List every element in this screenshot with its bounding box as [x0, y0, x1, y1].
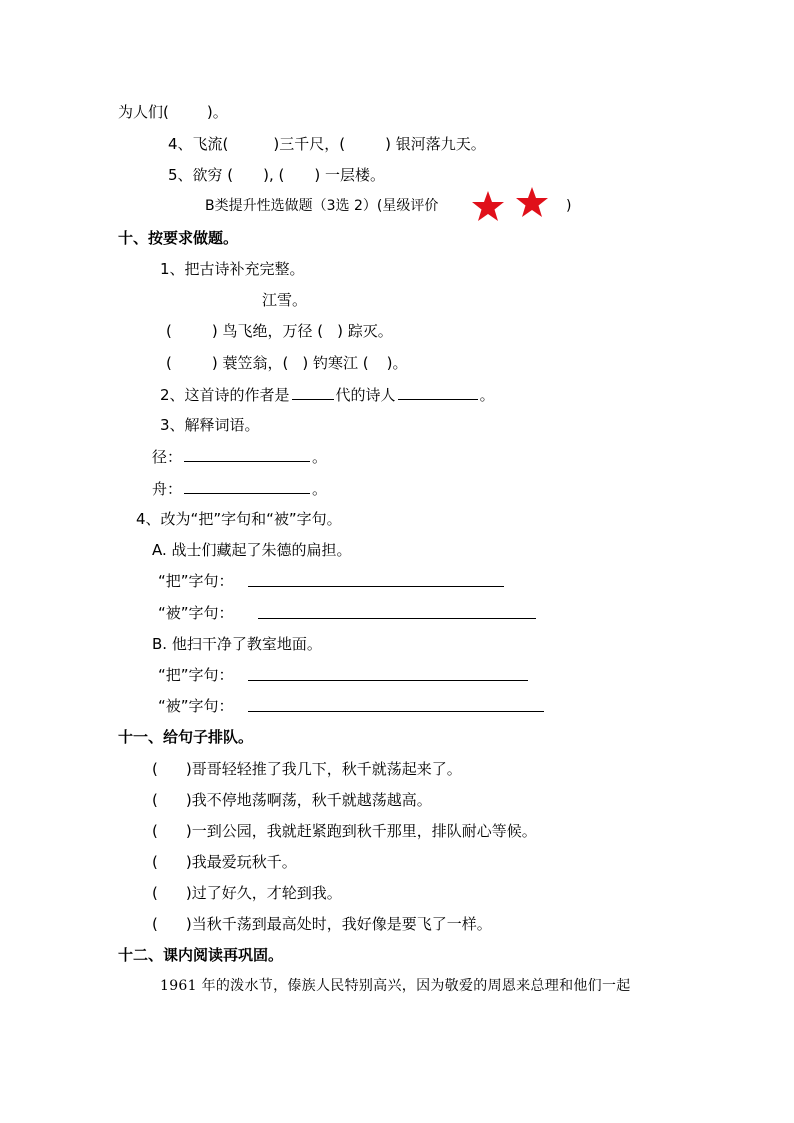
blank-jing[interactable] — [184, 446, 310, 462]
text: ( — [152, 884, 158, 902]
text: ) 鸟飞绝，万径 ( — [211, 322, 324, 340]
text: “被”字句： — [158, 604, 234, 622]
text: ) 踪灭。 — [337, 322, 393, 340]
text: ( — [152, 822, 158, 840]
b-section-title-end — [566, 196, 571, 216]
text: 十一、给句子排队。 — [118, 728, 254, 746]
word-jing — [152, 446, 327, 467]
star-icon-1 — [470, 190, 506, 222]
q4-instruction — [136, 509, 342, 529]
section-12-heading — [118, 945, 283, 965]
text: ) 钓寒江 ( — [302, 354, 369, 372]
sentence-a — [152, 540, 352, 560]
text: ( — [152, 915, 158, 933]
word-zhou — [152, 478, 327, 499]
poem-line-2 — [166, 353, 407, 373]
a-ba-label — [158, 571, 234, 591]
text: 十、按要求做题。 — [118, 229, 239, 247]
poem-title — [262, 290, 307, 310]
text: 江雪。 — [262, 291, 308, 309]
text: ( — [166, 322, 172, 340]
text: ) 蓑笠翁，( — [211, 354, 289, 372]
b-bei-label — [158, 696, 234, 716]
order-item — [152, 883, 342, 903]
sentence-b — [152, 634, 322, 654]
a-ba-answer-line[interactable] — [248, 586, 504, 587]
line-fill-4 — [168, 134, 486, 154]
reading-paragraph — [160, 976, 631, 996]
text: ) — [185, 853, 192, 871]
order-item — [152, 914, 492, 934]
a-bei-label — [158, 603, 234, 623]
text: 过了好久，才轮到我。 — [191, 884, 342, 902]
text: ) — [185, 791, 192, 809]
text: 我最爱玩秋千。 — [191, 853, 297, 871]
text: 舟： — [152, 480, 183, 498]
text: 。 — [312, 448, 328, 466]
text: A. 战士们藏起了朱德的扁担。 — [152, 541, 352, 559]
text: ( — [152, 853, 158, 871]
b-section-title-text: B类提升性选做题（3选 2）(星级评价 — [205, 198, 439, 214]
text: 1961 年的泼水节，傣族人民特别高兴，因为敬爱的周恩来总理和他们一起 — [160, 978, 631, 994]
order-item — [152, 790, 432, 810]
text: 为人们( — [118, 103, 169, 121]
text: ) — [185, 884, 192, 902]
text: 我不停地荡啊荡，秋千就越荡越高。 — [191, 791, 432, 809]
text: “把”字句： — [158, 572, 234, 590]
q1-instruction — [160, 259, 305, 279]
text: “把”字句： — [158, 666, 234, 684]
text: ) — [185, 915, 192, 933]
section-11-heading — [118, 727, 253, 747]
order-item — [152, 821, 537, 841]
text: 哥哥轻轻推了我几下，秋千就荡起来了。 — [191, 760, 462, 778]
blank-poet[interactable] — [398, 384, 478, 400]
text: 径： — [152, 448, 183, 466]
text: “被”字句： — [158, 697, 234, 715]
text: ) — [566, 198, 572, 214]
text: 4、飞流( — [168, 135, 229, 153]
star-icon-2 — [514, 186, 550, 218]
text: 当秋千荡到最高处时，我好像是要飞了一样。 — [191, 915, 492, 933]
b-ba-label — [158, 665, 234, 685]
text: )三千尺，( — [273, 135, 346, 153]
text: ( — [166, 354, 172, 372]
poem-line-1 — [166, 321, 393, 341]
line-fill-5 — [168, 165, 385, 185]
blank-zhou[interactable] — [184, 478, 310, 494]
text: ) — [185, 822, 192, 840]
a-bei-answer-line[interactable] — [258, 618, 536, 619]
text: 。 — [479, 386, 495, 404]
text: ), ( — [263, 166, 285, 184]
text: ( — [152, 760, 158, 778]
text: )。 — [386, 354, 408, 372]
line-fill-3 — [118, 102, 228, 122]
blank-dynasty[interactable] — [292, 384, 334, 400]
b-section-title — [205, 196, 438, 216]
text: 代的诗人 — [335, 386, 396, 404]
section-10-heading — [118, 228, 238, 248]
text: ) — [185, 760, 192, 778]
text: 。 — [312, 480, 328, 498]
text: ( — [152, 791, 158, 809]
text: ) 一层楼。 — [314, 166, 386, 184]
text: 2、这首诗的作者是 — [160, 386, 290, 404]
text: 5、欲穷 ( — [168, 166, 234, 184]
q3-instruction — [160, 415, 260, 435]
text: )。 — [206, 103, 228, 121]
text: 4、改为“把”字句和“被”字句。 — [136, 510, 342, 528]
text: 一到公园，我就赶紧跑到秋千那里，排队耐心等候。 — [191, 822, 537, 840]
text: B. 他扫干净了教室地面。 — [152, 635, 322, 653]
text: 十二、课内阅读再巩固。 — [118, 946, 284, 964]
text: ) 银河落九天。 — [385, 135, 486, 153]
q2-author — [160, 384, 495, 405]
b-ba-answer-line[interactable] — [248, 680, 528, 681]
order-item — [152, 852, 297, 872]
order-item — [152, 759, 462, 779]
text: 3、解释词语。 — [160, 416, 260, 434]
text: 1、把古诗补充完整。 — [160, 260, 305, 278]
b-bei-answer-line[interactable] — [248, 711, 544, 712]
